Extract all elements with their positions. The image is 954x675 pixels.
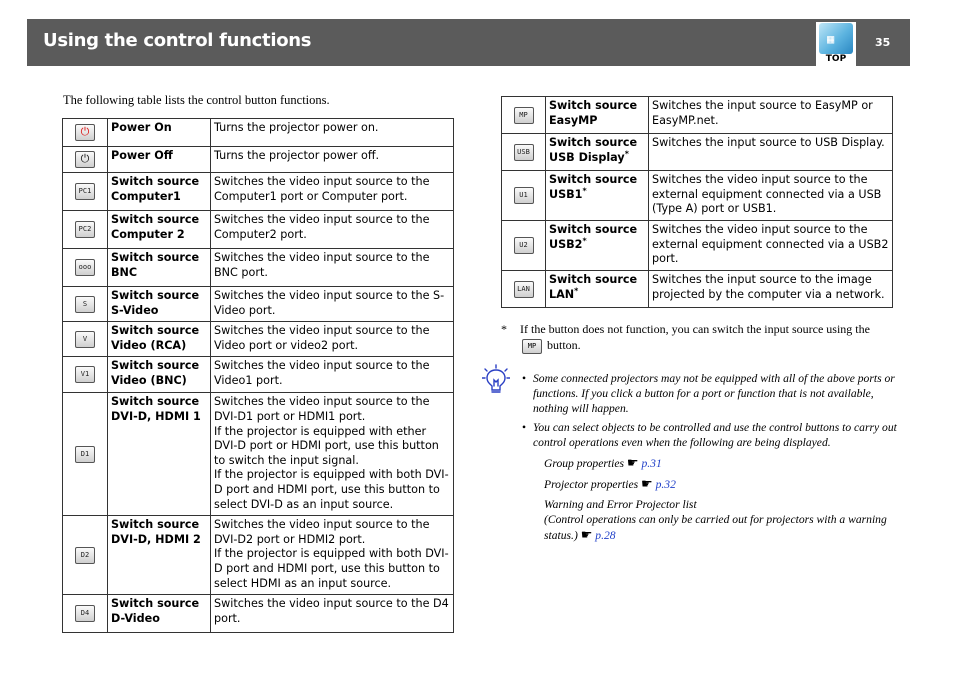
function-name-text: Switch source Computer 2	[111, 213, 200, 241]
function-name	[546, 134, 649, 171]
top-label: TOP	[825, 54, 847, 64]
pointing-hand-icon: ☛	[580, 527, 593, 542]
icon-cell	[63, 249, 108, 287]
function-name-text: Switch source LAN	[549, 273, 638, 301]
pointing-hand-icon: ☛	[626, 455, 639, 470]
function-description: Switches the input source to USB Display.	[649, 134, 893, 171]
function-name	[108, 147, 211, 173]
dvi-hdmi2-source-icon: D2	[75, 547, 95, 564]
function-name	[108, 322, 211, 357]
svideo-source-icon: S	[75, 296, 95, 313]
function-description: Turns the projector power on.	[211, 119, 454, 147]
easymp-inline-icon: MP	[522, 339, 542, 354]
icon-cell	[63, 357, 108, 393]
ref-line: Projector properties ☛ p.32	[544, 476, 676, 491]
control-functions-table-left	[62, 118, 454, 633]
icon-cell	[63, 119, 108, 147]
notes-block	[522, 371, 897, 548]
function-description: Switches the input source to EasyMP or EasyMP.net.	[649, 97, 893, 134]
video-bnc-source-icon: V1	[75, 366, 95, 383]
icon-cell	[63, 147, 108, 173]
ref-link[interactable]: p.32	[655, 478, 676, 491]
function-description: Switches the video input source to the S-Video port.	[211, 287, 454, 322]
function-name-text: Switch source USB Display	[549, 136, 638, 164]
ref-link[interactable]: p.28	[595, 529, 616, 542]
function-name-text: Switch source USB2	[549, 223, 638, 251]
table-row	[502, 271, 893, 308]
icon-cell	[502, 134, 546, 171]
easymp-source-icon: MP	[514, 107, 534, 124]
intro-text: The following table lists the control button functions.	[63, 93, 330, 107]
function-name-text: Power On	[111, 121, 172, 134]
function-description: Switches the video input source to the D4 port.	[211, 595, 454, 633]
function-description: Switches the input source to the image projected by the computer via a network.	[649, 271, 893, 308]
table-row	[63, 516, 454, 595]
function-name-text: Switch source BNC	[111, 251, 200, 279]
usb1-source-icon: U1	[514, 187, 534, 204]
function-name	[108, 287, 211, 322]
table-row	[63, 393, 454, 516]
function-description: Switches the video input source to the Video port or video2 port.	[211, 322, 454, 357]
computer2-source-icon: PC2	[75, 221, 95, 238]
table-row	[63, 147, 454, 173]
icon-cell	[502, 221, 546, 271]
computer1-source-icon: PC1	[75, 183, 95, 200]
table-row	[502, 134, 893, 171]
function-description: Switches the video input source to the external equipment connected via a USB2 port.	[649, 221, 893, 271]
function-name	[546, 97, 649, 134]
function-name	[108, 393, 211, 516]
function-name-text: Switch source DVI-D, HDMI 2	[111, 518, 201, 546]
icon-cell	[502, 97, 546, 134]
icon-cell	[63, 516, 108, 595]
page-header	[27, 19, 910, 66]
ref-link[interactable]: p.31	[641, 457, 662, 470]
footnote-marker: *	[624, 148, 629, 158]
note-text: Some connected projectors may not be equipped with all of the above ports or functions. If you click a button for a port or function that is not available, nothing will happen.	[533, 372, 895, 415]
table-row	[63, 322, 454, 357]
function-name	[108, 249, 211, 287]
footnote-text-before: If the button does not function, you can switch the input source using the	[520, 322, 870, 336]
usb2-source-icon: U2	[514, 237, 534, 254]
function-name-text: Switch source USB1	[549, 173, 638, 201]
function-name-text: Switch source DVI-D, HDMI 1	[111, 395, 201, 423]
function-name-text: Switch source Computer1	[111, 175, 200, 203]
function-description: Switches the video input source to the Computer1 port or Computer port.	[211, 173, 454, 211]
function-description: Switches the video input source to the external equipment connected via a USB (Type A) port or USB1.	[649, 171, 893, 221]
icon-cell	[63, 393, 108, 516]
function-name-text: Switch source Video (BNC)	[111, 359, 200, 387]
dvi-hdmi1-source-icon: D1	[75, 446, 95, 463]
footnote-marker: *	[582, 235, 587, 245]
function-name	[108, 211, 211, 249]
function-name-text: Switch source D-Video	[111, 597, 200, 625]
function-description: Switches the video input source to the DVI-D2 port or HDMI2 port. If the projector is equipped with both DVI-D port and HDMI port, use this button to select HDMI as an input source.	[211, 516, 454, 595]
footnote-text	[520, 321, 900, 354]
top-cube-icon: ▦	[819, 23, 853, 54]
power-off-icon: ⏻	[75, 151, 95, 168]
function-name-text: Power Off	[111, 149, 173, 162]
table-row	[502, 171, 893, 221]
function-name	[546, 171, 649, 221]
table-row	[502, 221, 893, 271]
power-on-icon: ⏻	[75, 124, 95, 141]
table-row	[502, 97, 893, 134]
page-title: Using the control functions	[43, 30, 312, 51]
function-name	[108, 595, 211, 633]
function-description: Switches the video input source to the DVI-D1 port or HDMI1 port. If the projector is equipped with ether DVI-D port or HDMI port, use this button to switch the input signal. If the projector is equipped with both DVI-D port and HDMI port, use this button to select DVI-D as an input source.	[211, 393, 454, 516]
table-row	[63, 249, 454, 287]
function-name	[108, 173, 211, 211]
function-name-text: Switch source Video (RCA)	[111, 324, 200, 352]
icon-cell	[502, 171, 546, 221]
note-text: You can select objects to be controlled and use the control buttons to carry out control operations even when the following are being displayed.	[533, 421, 897, 449]
ref-line: Warning and Error Projector list (Control operations can only be carried out for projectors with a warning status.) ☛ p.28	[544, 498, 887, 542]
table-row	[63, 595, 454, 633]
note-item: • Some connected projectors may not be equipped with all of the above ports or functions. If you click a button for a port or function that is not available, nothing will happen.	[522, 372, 895, 415]
function-name	[108, 357, 211, 393]
table-row	[63, 287, 454, 322]
page-number: 35	[875, 36, 891, 49]
control-functions-table-right	[501, 96, 893, 308]
top-button[interactable]	[816, 22, 856, 66]
function-name-text: Switch source S-Video	[111, 289, 200, 317]
icon-cell	[63, 595, 108, 633]
usb-display-source-icon: USB	[514, 144, 534, 161]
icon-cell	[63, 287, 108, 322]
icon-cell	[63, 322, 108, 357]
ref-line: Group properties ☛ p.31	[544, 455, 662, 470]
table-row	[63, 357, 454, 393]
pointing-hand-icon: ☛	[641, 476, 653, 491]
d-video-source-icon: D4	[75, 605, 95, 622]
function-description: Switches the video input source to the BNC port.	[211, 249, 454, 287]
function-description: Switches the video input source to the Computer2 port.	[211, 211, 454, 249]
lightbulb-tip-icon	[482, 364, 510, 396]
note-item: • You can select objects to be controlled and use the control buttons to carry out control operations even when the following are being displayed. Group properties ☛ p.31 Projector properties ☛ p.32 Warning and Error Projector list (Control operations can only be carried out for projectors with a warning status.) ☛ p.28	[522, 421, 897, 542]
footnote-marker: *	[574, 285, 579, 295]
footnote-marker: *	[582, 185, 587, 195]
footnote-mark: *	[501, 322, 507, 336]
function-name-text: Switch source EasyMP	[549, 99, 638, 127]
function-description: Switches the video input source to the Video1 port.	[211, 357, 454, 393]
function-name	[546, 271, 649, 308]
table-row	[63, 119, 454, 147]
note-refs	[533, 455, 897, 543]
icon-cell	[63, 173, 108, 211]
table-row	[63, 211, 454, 249]
icon-cell	[502, 271, 546, 308]
lan-source-icon: LAN	[514, 281, 534, 298]
function-description: Turns the projector power off.	[211, 147, 454, 173]
footnote-text-after: button.	[547, 338, 581, 352]
table-row	[63, 173, 454, 211]
function-name	[546, 221, 649, 271]
icon-cell	[63, 211, 108, 249]
bnc-source-icon: ooo	[75, 259, 95, 276]
video-rca-source-icon: V	[75, 331, 95, 348]
function-name	[108, 119, 211, 147]
function-name	[108, 516, 211, 595]
